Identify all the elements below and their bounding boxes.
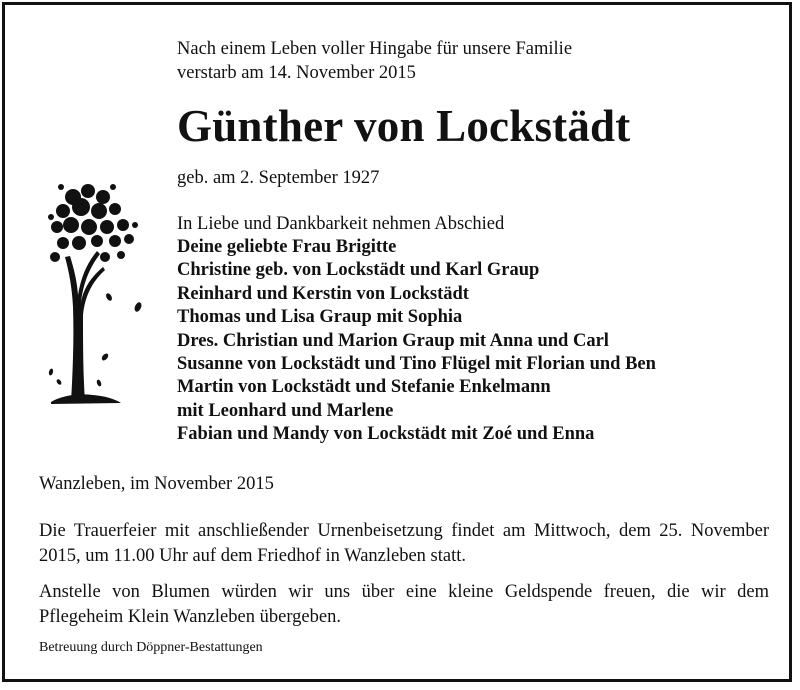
intro-line-1: Nach einem Leben voller Hingabe für unsere Familie	[177, 39, 573, 59]
tree-silhouette-icon	[43, 177, 153, 407]
funeral-notice: Die Trauerfeier mit anschließender Urnenbeisetzung findet am Mittwoch, dem 25. November 2015, um 11.00 Uhr auf dem Friedhof in Wanzleben statt.	[39, 521, 769, 566]
obituary-frame	[2, 2, 792, 682]
mourner-line: Susanne von Lockstädt und Tino Flügel mit Florian und Ben	[177, 354, 656, 375]
mourner-line: Deine geliebte Frau Brigitte	[177, 237, 397, 257]
birth-date: geb. am 2. September 1927	[177, 168, 380, 188]
mourners-list	[177, 236, 656, 447]
intro-text	[177, 37, 572, 85]
mourner-line: Martin von Lockstädt und Stefanie Enkelmann	[177, 377, 551, 398]
mourner-line: Dres. Christian und Marion Graup mit Anna und Carl	[177, 330, 609, 351]
mourner-line: Thomas und Lisa Graup mit Sophia	[177, 307, 463, 328]
mourner-line: Fabian und Mandy von Lockstädt mit Zoé und Enna	[177, 424, 595, 445]
funeral-home-credit: Betreuung durch Döppner-Bestattungen	[39, 640, 263, 655]
place-date: Wanzleben, im November 2015	[39, 474, 274, 494]
donation-notice: Anstelle von Blumen würden wir uns über eine kleine Geldspende freuen, die wir dem Pflegeheim Klein Wanzleben übergeben.	[39, 582, 769, 627]
mourner-line: Christine geb. von Lockstädt und Karl Graup	[177, 260, 540, 281]
mourner-line: Reinhard und Kerstin von Lockstädt	[177, 283, 469, 304]
deceased-name: Günther von Lockstädt	[177, 101, 631, 151]
mourner-line: mit Leonhard und Marlene	[177, 400, 394, 421]
intro-line-2: verstarb am 14. November 2015	[177, 63, 416, 83]
mourners-intro: In Liebe und Dankbarkeit nehmen Abschied	[177, 214, 505, 234]
